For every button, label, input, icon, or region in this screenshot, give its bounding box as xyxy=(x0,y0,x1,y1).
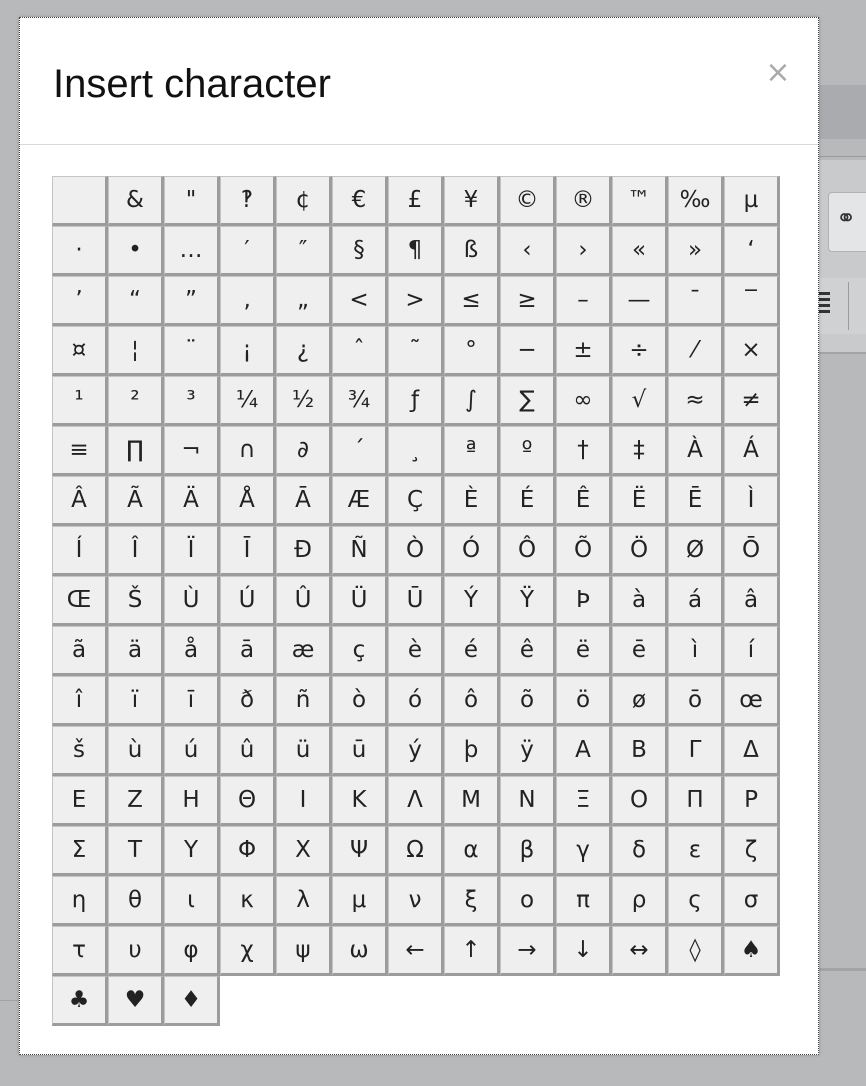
character-cell[interactable]: ν xyxy=(388,876,444,926)
background-divider xyxy=(818,156,866,157)
character-cell[interactable]: Ý xyxy=(444,576,500,626)
character-cell[interactable]: ¥ xyxy=(444,176,500,226)
character-cell[interactable]: Š xyxy=(108,576,164,626)
character-cell[interactable]: Σ xyxy=(52,826,108,876)
character-cell[interactable]: ¡ xyxy=(220,326,276,376)
character-cell[interactable]: Ø xyxy=(668,526,724,576)
character-cell[interactable]: Α xyxy=(556,726,612,776)
character-cell[interactable]: μ xyxy=(332,876,388,926)
character-cell[interactable]: Ζ xyxy=(108,776,164,826)
character-cell[interactable]: σ xyxy=(724,876,780,926)
character-cell[interactable]: Î xyxy=(108,526,164,576)
character-cell[interactable]: ó xyxy=(388,676,444,726)
character-cell[interactable]: ∏ xyxy=(108,426,164,476)
character-cell[interactable]: ∂ xyxy=(276,426,332,476)
character-cell[interactable]: ½ xyxy=(276,376,332,426)
character-cell[interactable]: ™ xyxy=(612,176,668,226)
character-cell[interactable]: γ xyxy=(556,826,612,876)
character-cell[interactable]: ‹ xyxy=(500,226,556,276)
character-cell[interactable]: ∫ xyxy=(444,376,500,426)
character-cell[interactable]: ª xyxy=(444,426,500,476)
character-cell[interactable]: Ã xyxy=(108,476,164,526)
character-cell[interactable]: † xyxy=(556,426,612,476)
character-cell[interactable]: Ρ xyxy=(724,776,780,826)
character-cell[interactable]: à xyxy=(612,576,668,626)
character-cell[interactable]: ¹ xyxy=(52,376,108,426)
character-cell[interactable]: Ì xyxy=(724,476,780,526)
close-icon[interactable]: × xyxy=(765,55,791,90)
character-cell[interactable]: τ xyxy=(52,926,108,976)
character-cell[interactable]: ¼ xyxy=(220,376,276,426)
character-cell[interactable]: ² xyxy=(108,376,164,426)
character-cell[interactable]: š xyxy=(52,726,108,776)
character-cell[interactable]: É xyxy=(500,476,556,526)
character-cell[interactable]: ’ xyxy=(52,276,108,326)
character-cell[interactable]: § xyxy=(332,226,388,276)
character-cell[interactable]: ¬ xyxy=(164,426,220,476)
character-cell[interactable]: £ xyxy=(388,176,444,226)
character-cell[interactable]: ç xyxy=(332,626,388,676)
character-cell[interactable]: Ë xyxy=(612,476,668,526)
character-cell[interactable]: € xyxy=(332,176,388,226)
character-cell[interactable]: Ï xyxy=(164,526,220,576)
character-cell[interactable]: Φ xyxy=(220,826,276,876)
character-cell[interactable]: β xyxy=(500,826,556,876)
character-cell[interactable]: ‘ xyxy=(724,226,780,276)
character-cell[interactable]: é xyxy=(444,626,500,676)
character-cell[interactable]: Ê xyxy=(556,476,612,526)
character-cell[interactable]: ÿ xyxy=(500,726,556,776)
character-cell[interactable]: « xyxy=(612,226,668,276)
character-cell[interactable]: Ü xyxy=(332,576,388,626)
character-cell[interactable]: ‡ xyxy=(612,426,668,476)
character-cell[interactable]: Ò xyxy=(388,526,444,576)
character-cell[interactable]: Η xyxy=(164,776,220,826)
character-cell[interactable]: ‽ xyxy=(220,176,276,226)
character-cell[interactable]: Ε xyxy=(52,776,108,826)
character-cell[interactable]: λ xyxy=(276,876,332,926)
character-cell[interactable]: © xyxy=(500,176,556,226)
character-cell[interactable]: ♦ xyxy=(164,976,220,1026)
character-cell[interactable]: ü xyxy=(276,726,332,776)
character-cell[interactable]: á xyxy=(668,576,724,626)
character-cell[interactable]: Å xyxy=(220,476,276,526)
character-cell[interactable]: Θ xyxy=(220,776,276,826)
dialog-header xyxy=(20,18,818,145)
character-cell[interactable]: α xyxy=(444,826,500,876)
character-cell[interactable]: ‾ xyxy=(724,276,780,326)
character-cell[interactable]: ñ xyxy=(276,676,332,726)
character-cell[interactable]: Ē xyxy=(668,476,724,526)
character-cell[interactable]: χ xyxy=(220,926,276,976)
character-cell[interactable]: ↓ xyxy=(556,926,612,976)
character-cell[interactable]: Ÿ xyxy=(500,576,556,626)
character-cell[interactable]: Ο xyxy=(612,776,668,826)
character-cell[interactable]: ï xyxy=(108,676,164,726)
character-cell[interactable]: ⁄ xyxy=(668,326,724,376)
character-cell[interactable]: è xyxy=(388,626,444,676)
character-cell[interactable]: ī xyxy=(164,676,220,726)
character-cell[interactable]: ′ xyxy=(220,226,276,276)
insert-character-dialog xyxy=(19,17,819,1055)
character-cell[interactable]: ˆ xyxy=(332,326,388,376)
character-cell[interactable]: ‰ xyxy=(668,176,724,226)
character-cell[interactable]: κ xyxy=(220,876,276,926)
character-cell[interactable]: » xyxy=(668,226,724,276)
character-cell[interactable]: ý xyxy=(388,726,444,776)
character-cell[interactable]: ≤ xyxy=(444,276,500,326)
character-cell[interactable]: Ç xyxy=(388,476,444,526)
character-cell[interactable]: ´ xyxy=(332,426,388,476)
character-cell[interactable]: ā xyxy=(220,626,276,676)
character-cell[interactable]: · xyxy=(52,226,108,276)
character-cell[interactable]: î xyxy=(52,676,108,726)
background-toolbar xyxy=(818,85,866,139)
character-cell[interactable]: Ô xyxy=(500,526,556,576)
character-cell[interactable]: × xyxy=(724,326,780,376)
character-cell[interactable]: ö xyxy=(556,676,612,726)
character-cell[interactable]: ē xyxy=(612,626,668,676)
character-cell[interactable]: ë xyxy=(556,626,612,676)
character-cell[interactable]: ∞ xyxy=(556,376,612,426)
unlink-icon: ⚭ xyxy=(836,205,857,232)
character-cell[interactable]: Ä xyxy=(164,476,220,526)
character-cell[interactable]: φ xyxy=(164,926,220,976)
character-cell[interactable]: ε xyxy=(668,826,724,876)
character-cell[interactable]: ò xyxy=(332,676,388,726)
character-cell[interactable]: ¿ xyxy=(276,326,332,376)
character-cell[interactable]: „ xyxy=(276,276,332,326)
character-cell[interactable]: ω xyxy=(332,926,388,976)
character-cell[interactable]: ã xyxy=(52,626,108,676)
character-cell[interactable]: – xyxy=(556,276,612,326)
character-cell[interactable]: ˜ xyxy=(388,326,444,376)
character-cell[interactable]: “ xyxy=(108,276,164,326)
character-cell[interactable]: º xyxy=(500,426,556,476)
character-cell[interactable]: Γ xyxy=(668,726,724,776)
character-cell[interactable]: Æ xyxy=(332,476,388,526)
background-divider xyxy=(818,968,866,971)
character-cell[interactable]: < xyxy=(332,276,388,326)
character-cell[interactable]: ì xyxy=(668,626,724,676)
character-cell[interactable]: Ψ xyxy=(332,826,388,876)
character-cell[interactable]: ¦ xyxy=(108,326,164,376)
character-cell[interactable]: ù xyxy=(108,726,164,776)
character-cell[interactable]: æ xyxy=(276,626,332,676)
character-cell[interactable]: Õ xyxy=(556,526,612,576)
character-cell[interactable]: δ xyxy=(612,826,668,876)
character-cell[interactable]: ♠ xyxy=(724,926,780,976)
character-cell[interactable]: θ xyxy=(108,876,164,926)
character-cell[interactable]: À xyxy=(668,426,724,476)
character-cell[interactable]: ¯ xyxy=(668,276,724,326)
character-cell[interactable]: ρ xyxy=(612,876,668,926)
character-cell[interactable]: Π xyxy=(668,776,724,826)
character-cell[interactable]: ÷ xyxy=(612,326,668,376)
dialog-title: Insert character xyxy=(53,62,331,106)
character-cell[interactable]: ≠ xyxy=(724,376,780,426)
character-cell[interactable]: ♥ xyxy=(108,976,164,1026)
character-cell[interactable]: " xyxy=(164,176,220,226)
character-cell[interactable]: ↑ xyxy=(444,926,500,976)
character-cell[interactable]: µ xyxy=(724,176,780,226)
character-cell[interactable]: υ xyxy=(108,926,164,976)
character-cell[interactable]: Δ xyxy=(724,726,780,776)
character-cell[interactable]: › xyxy=(556,226,612,276)
character-cell[interactable]: √ xyxy=(612,376,668,426)
character-cell[interactable]: ¢ xyxy=(276,176,332,226)
character-cell[interactable]: Ù xyxy=(164,576,220,626)
character-cell[interactable]: ± xyxy=(556,326,612,376)
character-cell[interactable]: ψ xyxy=(276,926,332,976)
character-cell[interactable]: Υ xyxy=(164,826,220,876)
character-cell[interactable]: ι xyxy=(164,876,220,926)
character-cell[interactable]: þ xyxy=(444,726,500,776)
character-cell[interactable]: ς xyxy=(668,876,724,926)
character-cell[interactable]: ” xyxy=(164,276,220,326)
character-cell[interactable]: Û xyxy=(276,576,332,626)
background-divider xyxy=(848,282,849,330)
character-grid xyxy=(52,176,780,1026)
character-cell[interactable]: π xyxy=(556,876,612,926)
character-cell[interactable]: — xyxy=(612,276,668,326)
character-cell[interactable]: ¨ xyxy=(164,326,220,376)
character-cell[interactable]: ∩ xyxy=(220,426,276,476)
character-cell[interactable]: ¾ xyxy=(332,376,388,426)
character-cell[interactable]: ê xyxy=(500,626,556,676)
character-cell[interactable]: ³ xyxy=(164,376,220,426)
character-cell[interactable]: Β xyxy=(612,726,668,776)
character-cell[interactable]: → xyxy=(500,926,556,976)
character-cell[interactable]: â xyxy=(724,576,780,626)
character-cell[interactable]: − xyxy=(500,326,556,376)
character-cell[interactable]: ″ xyxy=(276,226,332,276)
character-cell[interactable]: Ð xyxy=(276,526,332,576)
character-cell[interactable]: ß xyxy=(444,226,500,276)
character-cell[interactable]: Œ xyxy=(52,576,108,626)
character-cell[interactable]: í xyxy=(724,626,780,676)
character-cell[interactable]: ä xyxy=(108,626,164,676)
character-cell[interactable]: η xyxy=(52,876,108,926)
character-cell[interactable]: ↔ xyxy=(612,926,668,976)
character-cell[interactable]: ú xyxy=(164,726,220,776)
character-cell[interactable]: Κ xyxy=(332,776,388,826)
character-cell[interactable]: Â xyxy=(52,476,108,526)
character-cell[interactable]: ♣ xyxy=(52,976,108,1026)
character-cell[interactable]: Τ xyxy=(108,826,164,876)
character-cell[interactable]: œ xyxy=(724,676,780,726)
character-cell[interactable]: È xyxy=(444,476,500,526)
character-cell[interactable]: Ν xyxy=(500,776,556,826)
character-cell[interactable]: … xyxy=(164,226,220,276)
character-cell[interactable]: Ū xyxy=(388,576,444,626)
character-cell[interactable]: Ö xyxy=(612,526,668,576)
character-cell[interactable]: ô xyxy=(444,676,500,726)
character-cell[interactable]: • xyxy=(108,226,164,276)
character-cell[interactable]: Ξ xyxy=(556,776,612,826)
character-cell[interactable]: ū xyxy=(332,726,388,776)
character-cell[interactable]: Þ xyxy=(556,576,612,626)
character-cell[interactable]: ≥ xyxy=(500,276,556,326)
character-cell[interactable]: ← xyxy=(388,926,444,976)
character-cell[interactable]: Ā xyxy=(276,476,332,526)
character-cell[interactable] xyxy=(52,176,108,226)
character-cell[interactable]: Ó xyxy=(444,526,500,576)
character-cell[interactable]: Ī xyxy=(220,526,276,576)
character-cell[interactable]: ¶ xyxy=(388,226,444,276)
character-cell[interactable]: Ñ xyxy=(332,526,388,576)
character-cell[interactable]: ≈ xyxy=(668,376,724,426)
character-cell[interactable]: Ω xyxy=(388,826,444,876)
character-cell[interactable]: ø xyxy=(612,676,668,726)
character-cell[interactable]: å xyxy=(164,626,220,676)
character-cell[interactable]: ο xyxy=(500,876,556,926)
character-cell[interactable]: Λ xyxy=(388,776,444,826)
character-cell[interactable]: > xyxy=(388,276,444,326)
character-cell[interactable]: û xyxy=(220,726,276,776)
character-cell[interactable]: Ú xyxy=(220,576,276,626)
character-cell[interactable]: ‚ xyxy=(220,276,276,326)
character-cell[interactable]: Μ xyxy=(444,776,500,826)
character-cell[interactable]: Ι xyxy=(276,776,332,826)
character-cell[interactable]: ƒ xyxy=(388,376,444,426)
character-cell[interactable]: ¸ xyxy=(388,426,444,476)
character-cell[interactable]: ≡ xyxy=(52,426,108,476)
character-cell[interactable]: ¤ xyxy=(52,326,108,376)
character-cell[interactable]: Á xyxy=(724,426,780,476)
character-cell[interactable]: õ xyxy=(500,676,556,726)
character-cell[interactable]: ® xyxy=(556,176,612,226)
character-cell[interactable]: ξ xyxy=(444,876,500,926)
character-cell[interactable]: ◊ xyxy=(668,926,724,976)
character-cell[interactable]: Χ xyxy=(276,826,332,876)
character-cell[interactable]: ð xyxy=(220,676,276,726)
character-cell[interactable]: Ō xyxy=(724,526,780,576)
character-cell[interactable]: ζ xyxy=(724,826,780,876)
character-cell[interactable]: Í xyxy=(52,526,108,576)
character-cell[interactable]: ō xyxy=(668,676,724,726)
character-cell[interactable]: ° xyxy=(444,326,500,376)
character-cell[interactable]: ∑ xyxy=(500,376,556,426)
character-cell[interactable]: & xyxy=(108,176,164,226)
